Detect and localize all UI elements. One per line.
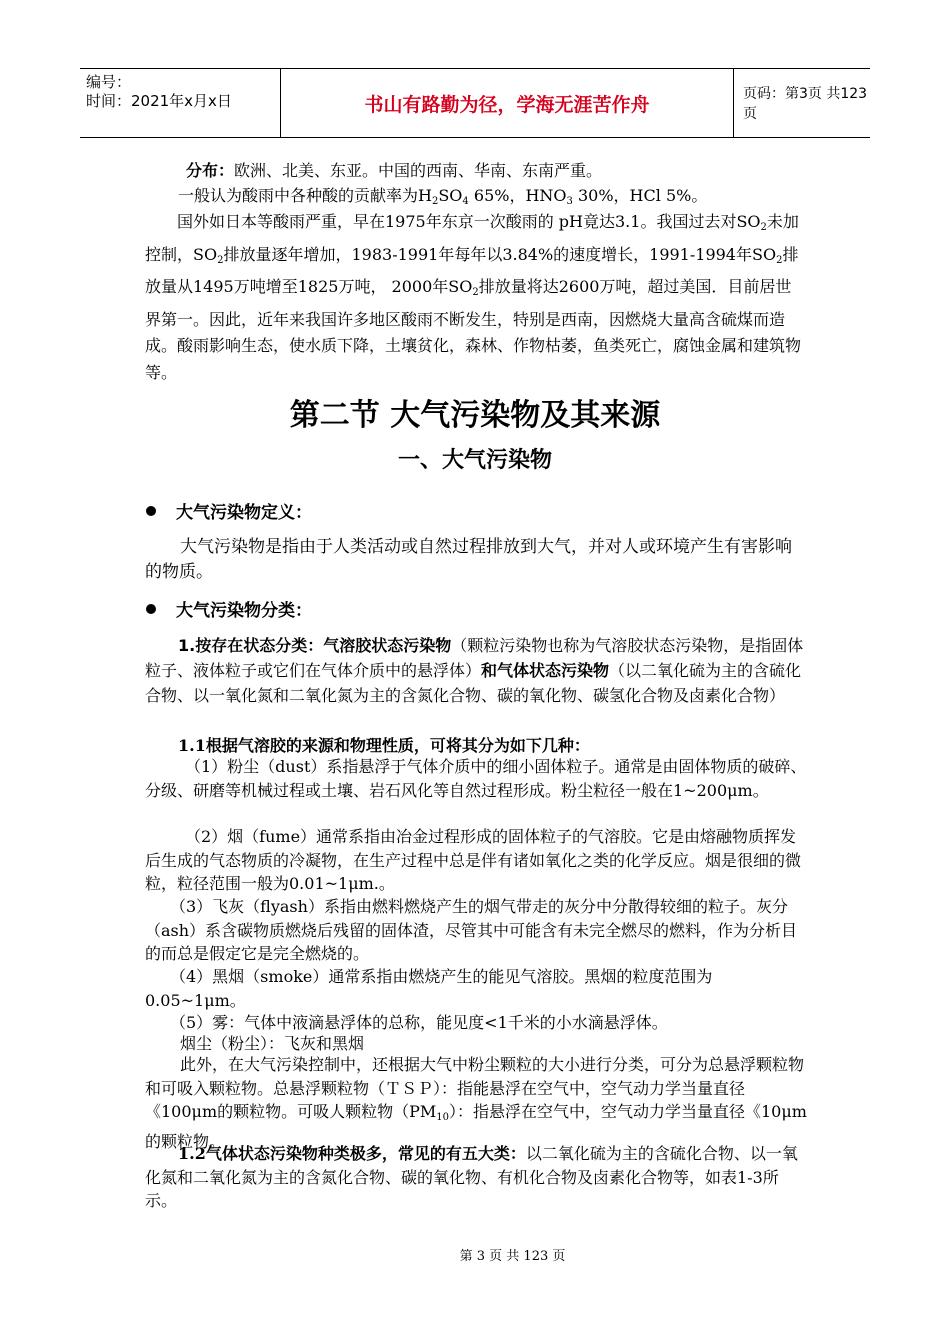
- header-number: 编号：: [86, 73, 132, 91]
- header-motto: 书山有路勤为径，学海无涯苦作舟: [280, 69, 734, 137]
- tsp-text-b: ）：指悬浮在空气中，空气动力学当量直径《10μm的颗粒物。: [145, 1102, 807, 1151]
- sub-4: 4: [462, 196, 469, 207]
- section-title: 第二节 大气污染物及其来源: [289, 398, 661, 433]
- para-text-d: 排放量从1495万吨增至1825万吨， 2000年SO: [145, 244, 799, 296]
- definition-text: 大气污染物是指由于人类活动或自然过程排放到大气，并对人或环境产生有害影响的物质。: [145, 537, 792, 582]
- fume-paragraph: （2）烟（fume）通常系指由冶金过程形成的固体粒子的气溶胶。它是由熔融物质挥发后生成的气态物质的冷凝物，在生产过程中总是伴有诸如氧化之类的化学反应。烟是很细的微粒，粒径范围一般为0.01~1μm.。: [145, 827, 802, 893]
- para-text-c: 排放量逐年增加，1983-1991年每年以3.84%的速度增长，1991-1994年SO: [223, 244, 777, 264]
- smoke-paragraph: （4）黑烟（smoke）通常系指由燃烧产生的能见气溶胶。黑烟的粒度范围为0.05~1μm。: [145, 967, 713, 1010]
- sub-2: 2: [472, 287, 479, 298]
- fog-paragraph: （5）雾：气体中液滴悬浮体的总称，能见度<1千米的小水滴悬浮体。: [170, 1013, 668, 1032]
- header-meta: [80, 69, 280, 141]
- sub-2: 2: [431, 196, 439, 207]
- pm-subscript: 10: [436, 1112, 449, 1123]
- classification-para-1: [145, 633, 807, 708]
- tsp-paragraph: [145, 1053, 807, 1153]
- tsp-text-a: 此外，在大气污染控制中，还根据大气中粉尘颗粒的大小进行分类，可分为总悬浮颗粒物和可吸入颗粒物。总悬浮颗粒物（ＴＳＰ）：指能悬浮在空气中，空气动力学当量直径《100μm的颗粒物。可吸人颗粒物（PM: [145, 1055, 805, 1121]
- gas-types-text: 以二氧化硫为主的含硫化合物、以一氧化氮和二氧化氮为主的含氮化合物、碳的氧化物、有机化合物及卤素化合物等，如表1-3所示。: [145, 1144, 798, 1210]
- gas-pollutant-paragraph: [145, 1142, 807, 1213]
- gas-state-bold: 和气体状态污染物: [481, 661, 610, 680]
- bullet-icon: [146, 506, 156, 516]
- header-page-info: 页码：第3页 共123页: [743, 86, 868, 122]
- soot-line: 烟尘（粉尘）：飞灰和黑烟: [180, 1034, 365, 1053]
- sub-2: 2: [776, 254, 783, 266]
- classification-heading-row: [146, 596, 312, 621]
- sub-3: 3: [566, 196, 573, 207]
- state-class-bold: 1.按存在状态分类：气溶胶状态污染物: [178, 636, 452, 655]
- contrib-text-d: 30%，HCl 5%。: [572, 186, 708, 205]
- para-text-b: 未加控制，SO: [145, 212, 799, 264]
- para-text-a: 国外如日本等酸雨严重，早在1975年东京一次酸雨的 pH竟达3.1。我国过去对SO: [177, 212, 761, 231]
- gas-types-bold: 1.2气体状态污染物种类极多，常见的有五大类：: [178, 1144, 526, 1163]
- distribution-line: [186, 158, 826, 183]
- distribution-label: 分布：: [186, 161, 235, 180]
- flyash-paragraph: （3）飞灰（flyash）系指由燃料燃烧产生的烟气带走的灰分中分散得较细的粒子。灰分（ash）系含碳物质燃烧后残留的固体渣，尽管其中可能含有未完全燃尽的燃料，作为分析目的而总是假定它是完全燃烧的。: [145, 897, 798, 963]
- classification-heading: 大气污染物分类：: [176, 601, 312, 621]
- definition-heading: 大气污染物定义：: [176, 503, 312, 523]
- bullet-icon: [146, 604, 156, 614]
- sub-2: 2: [217, 254, 224, 266]
- definition-heading-row: [146, 498, 312, 523]
- page-footer: 第 3 页 共 123 页: [459, 1249, 566, 1264]
- acid-rain-paragraph: [145, 209, 807, 386]
- aerosol-desc: （颗粒污染物也称为气溶胶状态污染物，是指固体粒子、液体粒子或它们在气体介质中的悬浮体）: [145, 636, 804, 680]
- contrib-text-b: SO: [438, 186, 463, 205]
- aerosol-subheading: 1.1根据气溶胶的来源和物理性质，可将其分为如下几种：: [178, 736, 590, 755]
- contrib-text-c: 65%，HNO: [468, 186, 567, 205]
- section-subtitle: 一、大气污染物: [397, 448, 552, 473]
- contrib-text-a: 一般认为酸雨中各种酸的贡献率为H: [178, 186, 432, 205]
- dust-paragraph: （1）粉尘（dust）系指悬浮于气体介质中的细小固体粒子。通常是由固体物质的破碎、分级、研磨等机械过程或土壤、岩石风化等自然过程形成。粉尘粒径一般在1~200μm。: [145, 757, 807, 800]
- para-text-e: 排放量将达2600万吨，超过美国．目前居世界第一。因此，近年来我国许多地区酸雨不断发生，特别是西南，因燃烧大量高含硫煤而造成。酸雨影响生态，使水质下降，土壤贫化，森林、作物枯萎，鱼类死亡，腐蚀金属和建筑物等。: [145, 277, 802, 382]
- gas-desc: （以二氧化硫为主的含硫化合物、以一氧化氮和二氧化氮为主的含氮化合物、碳的氧化物、碳氢化合物及卤素化合物）: [145, 661, 802, 705]
- distribution-text: 欧洲、北美、东亚。中国的西南、华南、东南严重。: [234, 161, 603, 180]
- sub-2: 2: [760, 222, 767, 233]
- page-header: [80, 68, 870, 138]
- header-time: 时间：2021年x月x日: [86, 92, 232, 110]
